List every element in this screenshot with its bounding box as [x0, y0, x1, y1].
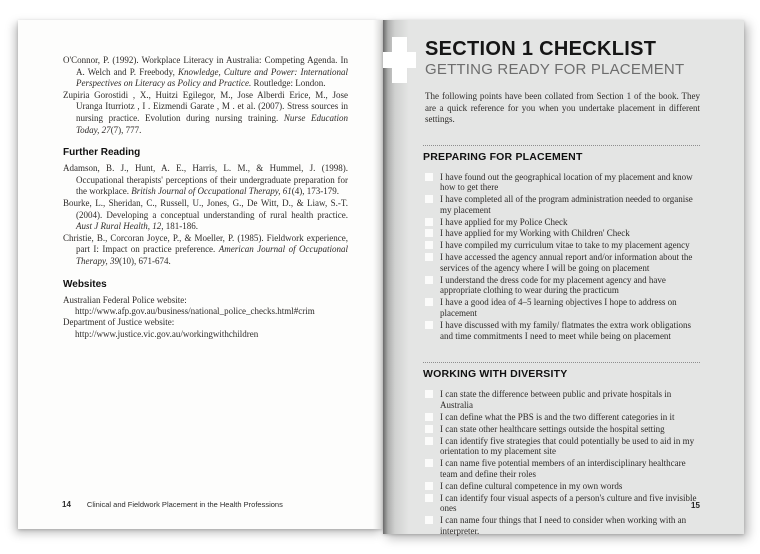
reference-entry: [63, 233, 348, 268]
reference-entry: [63, 90, 348, 136]
page-number: 14: [62, 500, 71, 509]
reference-entry: [63, 55, 348, 90]
website-url: http://www.justice.vic.gov.au/workingwithchildren: [75, 328, 259, 339]
checklist-item-text: I can name four things that I need to consider when working with an interpreter.: [440, 515, 687, 537]
checklist-sections: [423, 145, 700, 537]
checkbox-icon: [425, 437, 433, 445]
checkbox-icon: [425, 253, 433, 261]
checklist-item: [425, 240, 700, 251]
checklist-item: [425, 481, 700, 492]
checklist-item-text: I have applied for my Police Check: [440, 216, 568, 227]
book-title: Clinical and Fieldwork Placement in the Health Professions: [86, 500, 283, 509]
spine-shadow: [383, 20, 409, 534]
reference-text: Christie, B., Corcoran Joyce, P., & Moeller, P. (1985). Fieldwork experience, part I: Impact on practice preference.: [63, 232, 348, 255]
checklist-section-heading: PREPARING FOR PLACEMENT: [423, 150, 583, 163]
further-reading-list: [63, 163, 348, 267]
reference-italic-text: British Journal of Occupational Therapy, 61: [131, 186, 292, 197]
right-page: [383, 20, 744, 537]
checklist-section: [423, 145, 700, 342]
checklist-item-text: I have found out the geographical location of my placement and know how to get there: [440, 171, 693, 193]
checklist-item: [425, 389, 700, 411]
section-subtitle: GETTING READY FOR PLACEMENT: [425, 61, 685, 78]
reference-text: Bourke, L., Sheridan, C., Russell, U., Jones, G., De Witt, D., & Liaw, S.-T. (2004). Developing a conceptual understanding of rural health practice.: [63, 197, 348, 220]
checkbox-icon: [425, 276, 433, 284]
checklist-item: [425, 275, 700, 297]
checklist-item-text: I have compiled my curriculum vitae to take to my placement agency: [440, 240, 690, 251]
website-label: Department of Justice website:: [63, 317, 175, 328]
left-page: [18, 20, 383, 529]
checklist-item-text: I have accessed the agency annual report and/or information about the services of the agency where I will be going on placement: [440, 252, 693, 273]
reference-text: O'Connor, P. (1992). Workplace Literacy in Australia: Competing Agenda. In A. Welch and P. Freebody,: [63, 55, 348, 77]
reference-italic-text: Nurse Education Today, 27: [76, 112, 349, 135]
plus-icon-horizontal-bar: [383, 52, 416, 68]
checklist-item-text: I have applied for my Working with Children' Check: [440, 228, 630, 239]
reference-entry: [63, 198, 348, 233]
checklist-item: [425, 194, 700, 216]
checklist-item: [425, 320, 700, 342]
intro-paragraph: The following points have been collated from Section 1 of the book. They are a quick reference for you when you undertake placement in different settings.: [425, 91, 700, 124]
checklist-item: [425, 252, 700, 274]
reference-text: Routledge: London.: [251, 78, 326, 89]
checklist-item-text: I have a good idea of 4–5 learning objectives I hope to address on placement: [440, 297, 677, 319]
reference-italic-text: Knowledge, Culture and Power: International Perspectives on Literacy as Policy and Practice.: [76, 66, 348, 89]
left-page-content: [18, 20, 383, 340]
checkbox-icon: [425, 494, 433, 502]
checklist-item-text: I can state other healthcare settings outside the hospital setting: [440, 423, 665, 434]
references-list: [63, 55, 348, 136]
checklist-item-text: I can identify five strategies that could potentially be used to aid in my orientation to my placement site: [440, 435, 695, 457]
page-number: 15: [691, 501, 700, 510]
further-reading-heading: Further Reading: [63, 147, 141, 159]
checkbox-icon: [425, 482, 433, 490]
website-label: Australian Federal Police website:: [63, 294, 187, 305]
checkbox-icon: [425, 390, 433, 398]
checklist-item: [425, 424, 700, 435]
checkbox-icon: [425, 516, 433, 524]
checklist-item-text: I can state the difference between public and private hospitals in Australia: [440, 389, 672, 411]
reference-italic-text: Aust J Rural Health, 12: [76, 221, 162, 232]
reference-text: (10), 671-674.: [119, 255, 171, 266]
checkbox-icon: [425, 218, 433, 226]
checklist-item-text: I understand the dress code for my placement agency and have appropriate clothing to wear during the practicum: [440, 274, 666, 296]
checklist-item: [425, 297, 700, 319]
websites-heading: Websites: [63, 278, 107, 290]
checklist-item-text: I can identify four visual aspects of a person's culture and five invisible ones: [440, 492, 697, 514]
website-url: http://www.afp.gov.au/business/national_police_checks.html#crim: [75, 305, 315, 316]
checkbox-icon: [425, 321, 433, 329]
right-page-footer: [691, 501, 700, 510]
checklist-item-text: I can name five potential members of an interdisciplinary healthcare team and define their roles: [440, 458, 686, 480]
checkbox-icon: [425, 229, 433, 237]
section-header: [425, 38, 702, 78]
dotted-rule: [423, 145, 700, 146]
dotted-rule: [423, 362, 700, 363]
checkbox-icon: [425, 241, 433, 249]
checkbox-icon: [425, 298, 433, 306]
checklist-section: [423, 362, 700, 536]
plus-icon: [383, 37, 416, 83]
reference-text: Adamson, B. J., Hunt, A. E., Harris, L. M., & Hummel, J. (1998). Occupational therapists' perceptions of their undergraduate preparation for the workplace.: [63, 163, 348, 197]
checklist-section-heading: WORKING WITH DIVERSITY: [423, 368, 568, 381]
checklist-item-text: I have discussed with my family/ flatmates the extra work obligations and time commitments I need to meet while being on placement: [440, 319, 691, 341]
checklist-item-text: I can define what the PBS is and the two different categories in it: [440, 412, 675, 423]
checklist-item: [425, 172, 700, 194]
reference-entry: [63, 163, 348, 198]
checkbox-icon: [425, 413, 433, 421]
checklist-item-text: I have completed all of the program administration needed to organise my placement: [440, 194, 693, 215]
checkbox-icon: [425, 425, 433, 433]
reference-text: (7), 777.: [110, 124, 142, 135]
checkbox-icon: [425, 195, 433, 203]
reference-italic-text: American Journal of Occupational Therapy, 39: [76, 244, 348, 266]
checkbox-icon: [425, 459, 433, 467]
section-title: SECTION 1 CHECKLIST: [425, 38, 657, 60]
reference-text: Zupiria Gorostidi , X., Huitzi Egilegor, M., Jose Alberdi Erice, M., Jose Uranga Iturriotz , I . Eizmendi Garate , M . et al. (2007). Stress sources in nursing practice. Evolution during nursing training.: [63, 89, 348, 123]
checklist-item: [425, 515, 700, 537]
reference-text: (4), 173-179.: [291, 186, 339, 197]
checklist-item: [425, 217, 700, 228]
checklist-item: [425, 493, 700, 515]
websites-list: [63, 295, 348, 341]
checkbox-icon: [425, 173, 433, 181]
checklist-item-text: I can define cultural competence in my own words: [440, 480, 623, 491]
checklist-item: [425, 412, 700, 423]
reference-text: , 181-186.: [161, 221, 198, 232]
checklist-item: [425, 228, 700, 239]
left-page-footer: [62, 500, 283, 509]
checklist-item: [425, 458, 700, 480]
checklist-item: [425, 436, 700, 458]
